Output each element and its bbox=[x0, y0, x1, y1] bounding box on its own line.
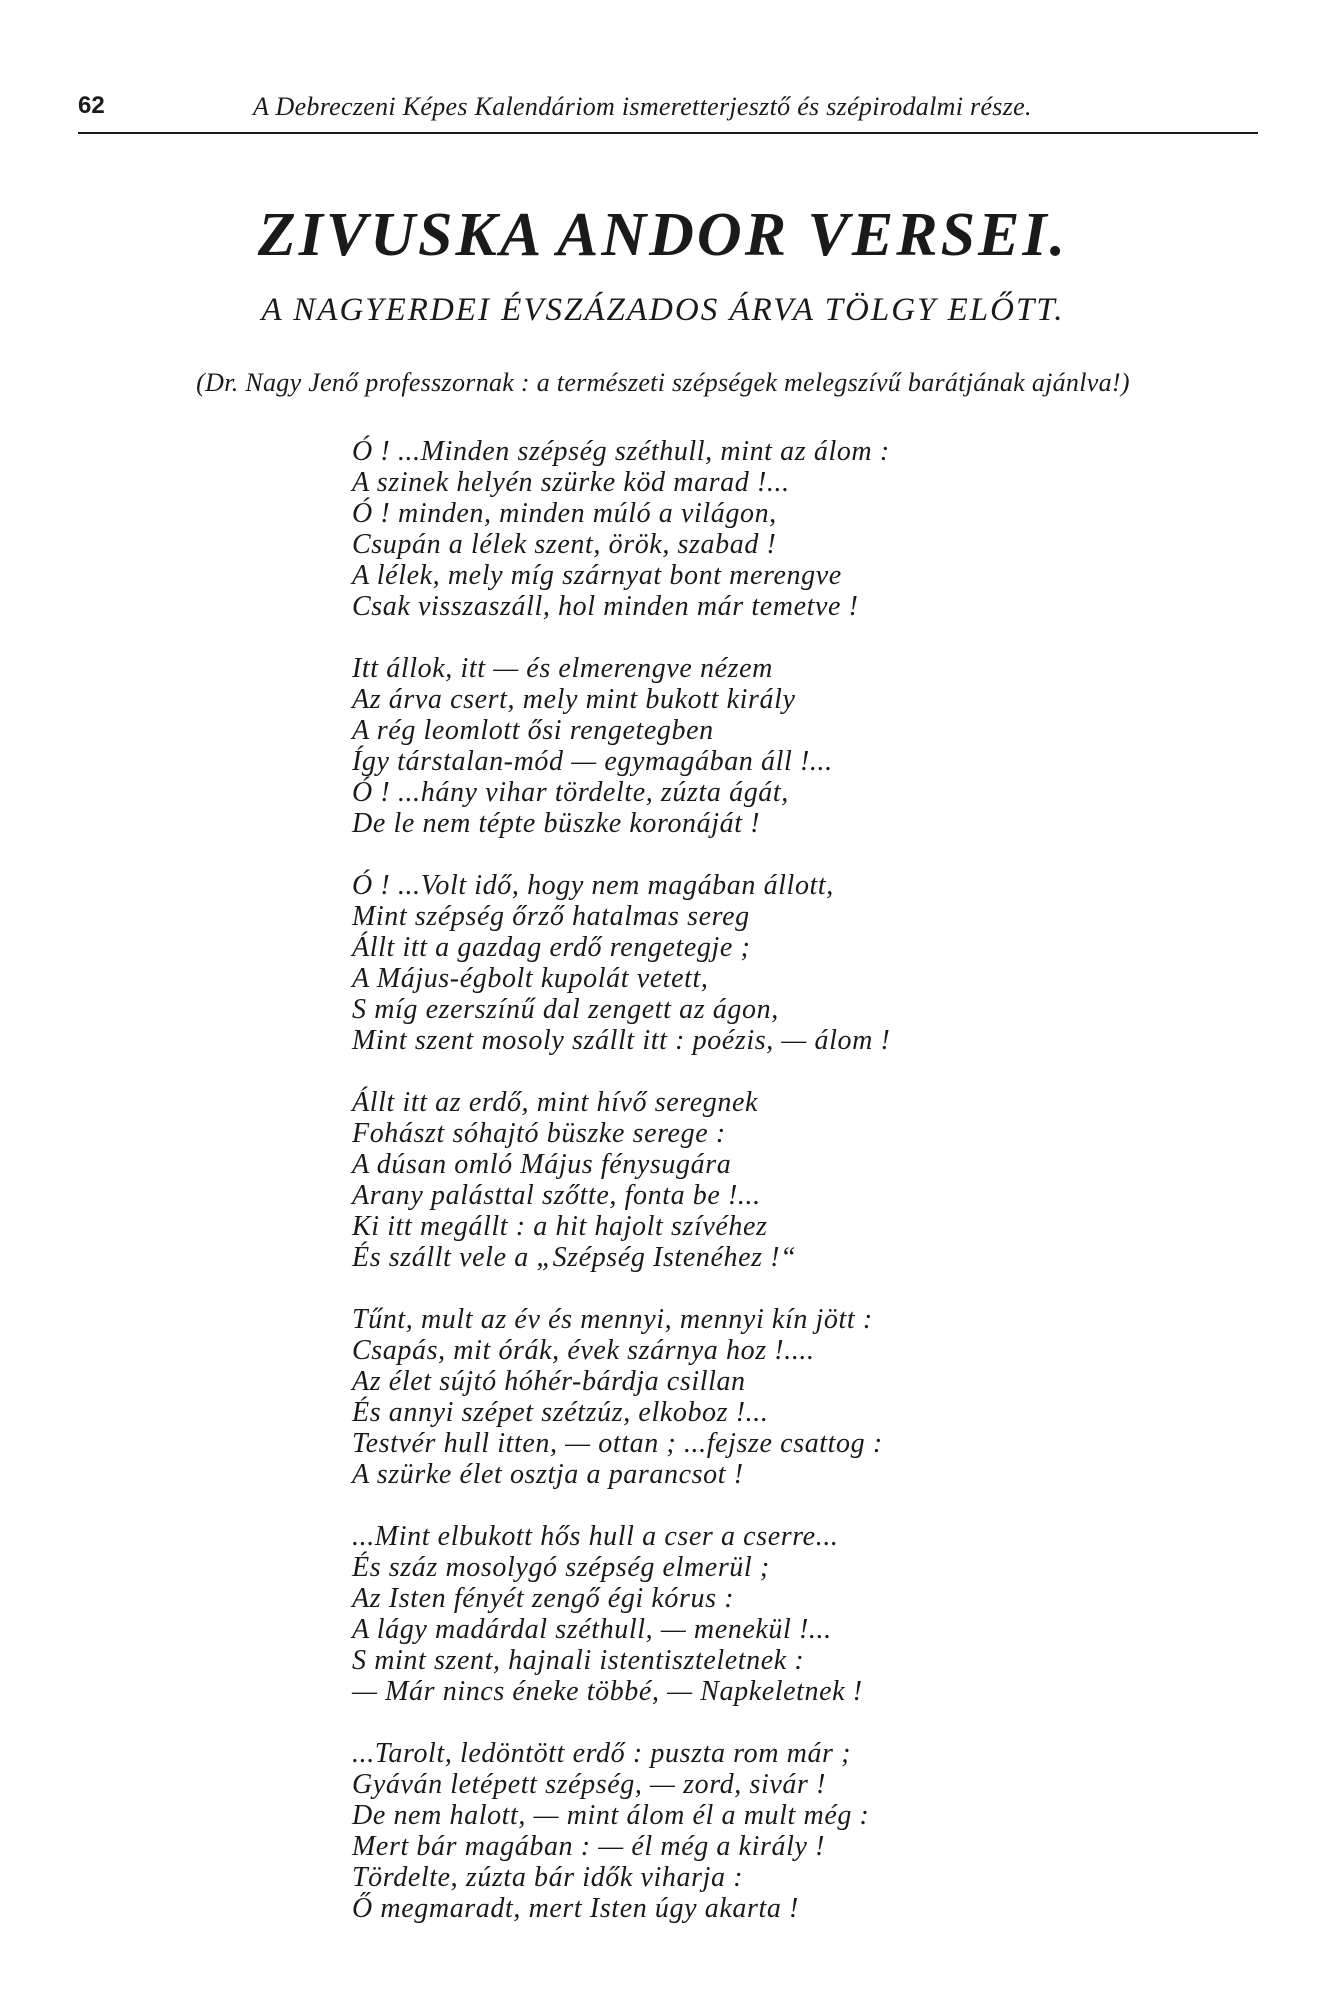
poem-line: Tűnt, mult az év és mennyi, mennyi kín jött : bbox=[352, 1304, 873, 1335]
poem-line: Csapás, mit órák, évek szárnya hoz !.... bbox=[352, 1335, 815, 1366]
poem-line: Ó ! minden, minden múló a világon, bbox=[352, 498, 777, 529]
poem-line: Az Isten fényét zengő égi kórus : bbox=[352, 1583, 735, 1614]
stanza bbox=[352, 1087, 1152, 1273]
poem-line: Itt állok, itt — és elmerengve nézem bbox=[352, 653, 773, 684]
poem-line: Ki itt megállt : a hit hajolt szívéhez bbox=[352, 1211, 768, 1242]
poem-line: A rég leomlott ősi rengetegben bbox=[352, 715, 714, 746]
page-number: 62 bbox=[78, 92, 105, 119]
poem-line: És annyi szépet szétzúz, elkoboz !... bbox=[352, 1397, 769, 1428]
poem-line: S míg ezerszínű dal zengett az ágon, bbox=[352, 994, 779, 1025]
poem-line: De nem halott, — mint álom él a mult még : bbox=[352, 1800, 870, 1831]
poem-line: Testvér hull itten, — ottan ; ...fejsze csattog : bbox=[352, 1428, 883, 1459]
poem-line: A dúsan omló Május fénysugára bbox=[352, 1149, 732, 1180]
poem-line: Csak visszaszáll, hol minden már temetve ! bbox=[352, 591, 859, 622]
poem-line: Fohászt sóhajtó büszke serege : bbox=[352, 1118, 726, 1149]
stanza bbox=[352, 1738, 1152, 1924]
poem-line: Mint szépség őrző hatalmas sereg bbox=[352, 901, 750, 932]
poem-line: A Május-égbolt kupolát vetett, bbox=[352, 963, 709, 994]
stanza bbox=[352, 653, 1152, 839]
poem-line: Ó ! ...Volt idő, hogy nem magában állott, bbox=[352, 870, 834, 901]
poem-line: — Már nincs éneke többé, — Napkeletnek ! bbox=[352, 1676, 863, 1707]
poem-line: S mint szent, hajnali istentiszteletnek : bbox=[352, 1645, 805, 1676]
stanza bbox=[352, 436, 1152, 622]
poem-line: A lágy madárdal széthull, — menekül !... bbox=[352, 1614, 832, 1645]
stanza bbox=[352, 1304, 1152, 1490]
poem-line: Az élet sújtó hóhér-bárdja csillan bbox=[352, 1366, 746, 1397]
page-header bbox=[78, 92, 1258, 128]
poem-line: De le nem tépte büszke koronáját ! bbox=[352, 808, 761, 839]
poem-line: Állt itt az erdő, mint hívő seregnek bbox=[352, 1087, 759, 1118]
poem-line: Állt itt a gazdag erdő rengetegje ; bbox=[352, 932, 751, 963]
poem-line: Mert bár magában : — él még a király ! bbox=[352, 1831, 826, 1862]
poem-line: A szinek helyén szürke köd marad !... bbox=[352, 467, 790, 498]
stanza bbox=[352, 1521, 1152, 1707]
stanza bbox=[352, 870, 1152, 1056]
poem-line: A szürke élet osztja a parancsot ! bbox=[352, 1459, 744, 1490]
poem-subtitle: A NAGYERDEI ÉVSZÁZADOS ÁRVA TÖLGY ELŐTT. bbox=[261, 292, 1065, 328]
poem bbox=[352, 436, 1152, 1955]
poem-line: És szállt vele a „Szépség Istenéhez !“ bbox=[352, 1242, 797, 1273]
poem-line: ...Tarolt, ledöntött erdő : puszta rom már ; bbox=[352, 1738, 852, 1769]
poem-line: Csupán a lélek szent, örök, szabad ! bbox=[352, 529, 777, 560]
poem-line: Ó ! ...Minden szépség széthull, mint az álom : bbox=[352, 436, 890, 467]
poem-line: ...Mint elbukott hős hull a cser a cserre... bbox=[352, 1521, 839, 1552]
poem-line: És száz mosolygó szépség elmerül ; bbox=[352, 1552, 770, 1583]
poem-line: Ő megmaradt, mert Isten úgy akarta ! bbox=[352, 1893, 799, 1924]
running-head: A Debreczeni Képes Kalendáriom ismeretterjesztő és szépirodalmi része. bbox=[253, 92, 1032, 121]
dedication: (Dr. Nagy Jenő professzornak : a természeti szépségek melegszívű barátjának ajánlva!) bbox=[196, 368, 1130, 397]
poem-line: Arany palásttal szőtte, fonta be !... bbox=[352, 1180, 761, 1211]
poem-line: A lélek, mely míg szárnyat bont merengve bbox=[352, 560, 842, 591]
poem-line: Így társtalan-mód — egymagában áll !... bbox=[352, 746, 833, 777]
poem-line: Ó ! ...hány vihar tördelte, zúzta ágát, bbox=[352, 777, 789, 808]
poem-line: Mint szent mosoly szállt itt : poézis, — álom ! bbox=[352, 1025, 891, 1056]
poem-line: Az árva csert, mely mint bukott király bbox=[352, 684, 796, 715]
header-rule bbox=[78, 132, 1258, 134]
poem-line: Gyáván letépett szépség, — zord, sivár ! bbox=[352, 1769, 826, 1800]
poem-line: Tördelte, zúzta bár idők viharja : bbox=[352, 1862, 744, 1893]
page-title: ZIVUSKA ANDOR VERSEI. bbox=[257, 201, 1069, 269]
